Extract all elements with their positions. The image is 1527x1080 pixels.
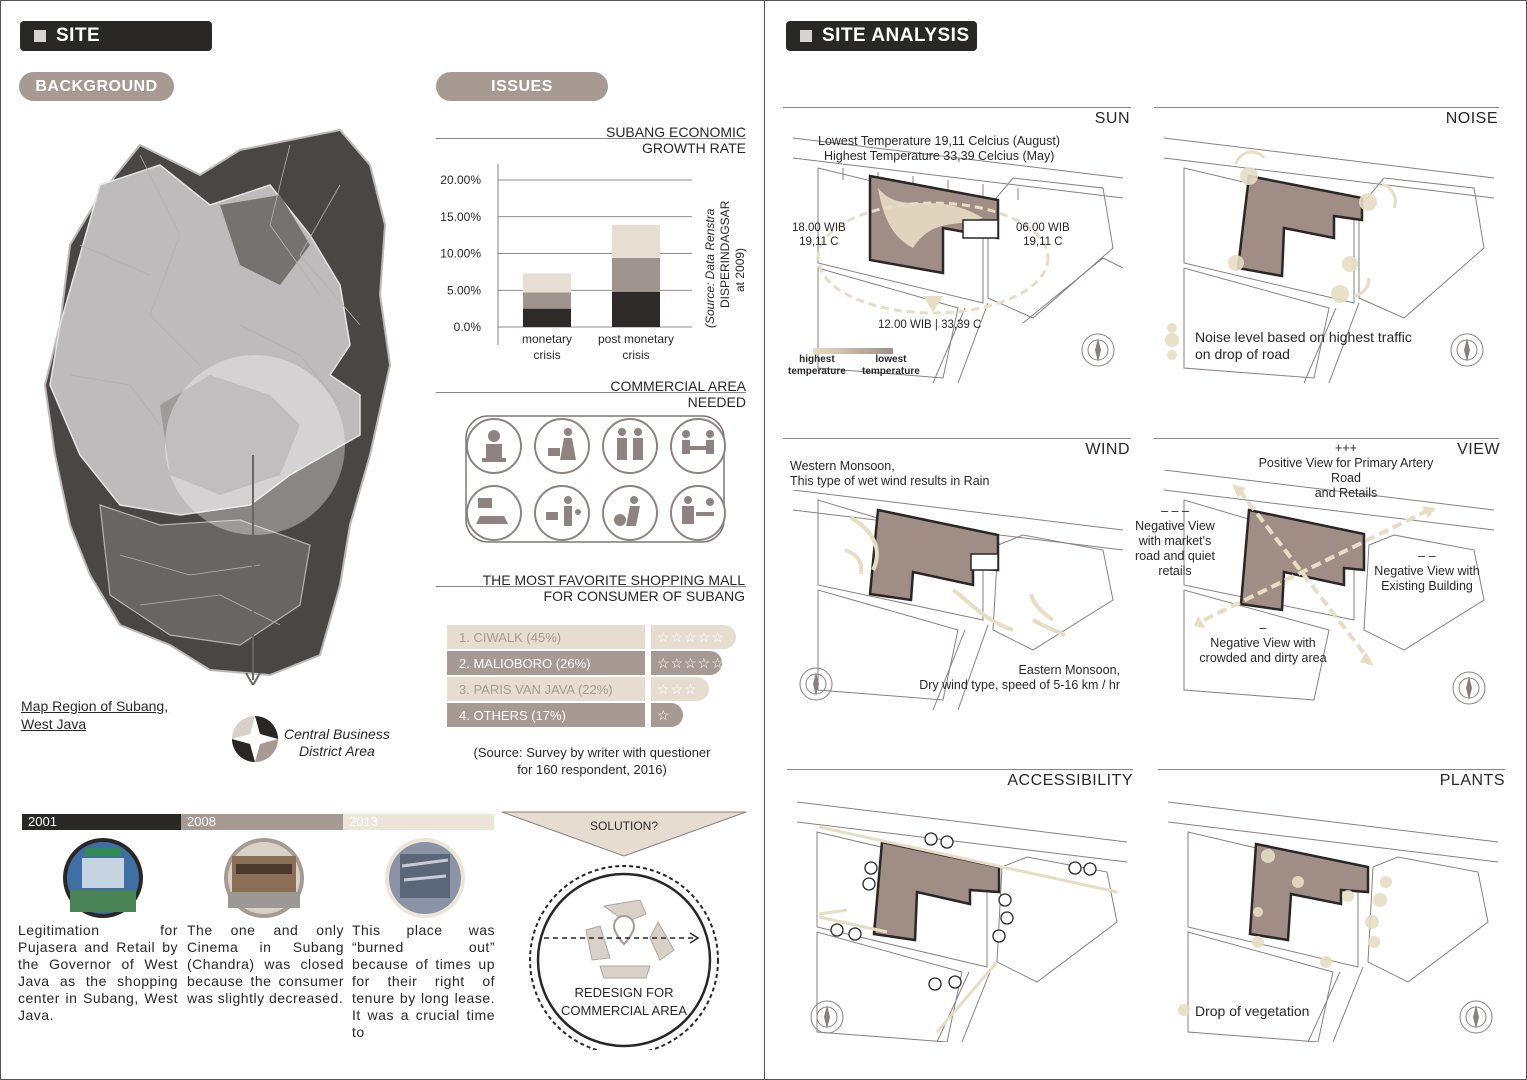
commercial-title-line2: NEEDED xyxy=(687,394,746,410)
view-neg-right-line1: Negative View with xyxy=(1374,564,1480,578)
mall-rank-4 xyxy=(447,703,645,727)
plants-note: Drop of vegetation xyxy=(1195,1003,1310,1019)
year-2013: 2013 xyxy=(349,814,378,829)
sun-temp xyxy=(818,134,1108,164)
commercial-icons xyxy=(464,414,726,544)
source-line2: DISPERINDAGSAR xyxy=(718,200,732,308)
mall-title xyxy=(420,572,745,604)
y-tick-label: 0.0% xyxy=(453,320,481,334)
solution-graphic xyxy=(500,810,750,1050)
sun-diagram xyxy=(783,128,1133,383)
view-rule xyxy=(1154,438,1499,439)
year-2001: 2001 xyxy=(28,814,57,829)
view-neg-right xyxy=(1362,549,1492,594)
view-neg-left-line3: road and quiet xyxy=(1135,549,1215,563)
sun-temp-low: Lowest Temperature 19,11 Celcius (August) xyxy=(818,134,1061,148)
y-tick-label: 15.00% xyxy=(440,209,481,224)
survey-source xyxy=(446,744,738,778)
cbd-aperture-icon xyxy=(230,714,280,764)
mall-rank-1-stars xyxy=(651,625,736,649)
timeline-bar-2013 xyxy=(343,814,494,830)
mall-rank-4-label: 4. OTHERS (17%) xyxy=(459,707,566,723)
x-tick-label: crisis xyxy=(533,348,561,362)
timeline-text-2001: Legitimation for Pujasera and Retail by the Governor of West Java as the shopping center in Subang, West Java. xyxy=(18,922,178,1023)
sun-east xyxy=(1016,221,1070,249)
mall-rank-2-stars-text: ☆☆☆☆☆ xyxy=(657,654,725,671)
sun-west-temp: 19,11 C xyxy=(799,236,839,248)
sun-noon: 12.00 WIB | 33,39 C xyxy=(878,319,982,331)
timeline-bar-2001 xyxy=(22,814,181,830)
wind-east-line1: Eastern Monsoon, xyxy=(1018,663,1120,677)
wind-east xyxy=(880,663,1120,693)
mall-title-line2: FOR CONSUMER OF SUBANG xyxy=(543,588,745,604)
view-neg-right-mark: – – xyxy=(1418,549,1436,563)
growth-source-vertical xyxy=(696,180,752,330)
header-square-icon-2 xyxy=(800,30,812,42)
timeline-bar-2008 xyxy=(181,814,343,830)
view-neg-bottom-line2: crowded and dirty area xyxy=(1199,651,1327,665)
wind-west-line1: Western Monsoon, xyxy=(790,459,895,473)
mall-rank-3-stars xyxy=(651,677,709,701)
mall-rank-3-label: 3. PARIS VAN JAVA (22%) xyxy=(459,681,613,697)
view-neg-left-line1: Negative View xyxy=(1135,519,1215,533)
mall-rank-1-label: 1. CIWALK (45%) xyxy=(459,629,562,645)
sun-rule xyxy=(783,107,1131,108)
plants-rule xyxy=(1158,769,1505,770)
map-caption-line1: Map Region of Subang, xyxy=(21,698,169,714)
sun-title: SUN xyxy=(1094,110,1130,127)
view-positive-line1: Positive View for Primary Artery xyxy=(1258,456,1434,470)
survey-source-line2: for 160 respondent, 2016) xyxy=(517,762,667,777)
sun-legend-high xyxy=(788,354,846,378)
mall-rank-1-stars-text: ☆☆☆☆☆ xyxy=(657,628,725,645)
growth-title-line2: GROWTH RATE xyxy=(642,140,746,156)
compass-icon xyxy=(1453,672,1485,704)
site-analysis-header-label: SITE ANALYSIS xyxy=(822,25,970,46)
noise-note-line2: on drop of road xyxy=(1195,346,1290,362)
sun-legend-low-2: temperature xyxy=(862,366,920,377)
sun-legend-high-2: temperature xyxy=(788,366,846,377)
year-2008: 2008 xyxy=(187,814,216,829)
source-line3: at 2009) xyxy=(733,247,747,292)
y-tick-label: 10.00% xyxy=(440,246,481,261)
view-neg-left-line2: with market's xyxy=(1138,534,1212,548)
bar-segment xyxy=(612,292,660,327)
mall-rank-2-label: 2. MALIOBORO (26%) xyxy=(459,655,591,671)
cbd-caption-line1: Central Business xyxy=(284,726,390,742)
commercial-title xyxy=(500,378,746,410)
map-caption-line2: West Java xyxy=(21,716,87,732)
compass-icon xyxy=(1451,334,1483,366)
noise-rule xyxy=(1154,107,1499,108)
x-tick-label: crisis xyxy=(622,348,650,362)
cbd-caption xyxy=(284,726,390,760)
compass-icon xyxy=(811,1001,843,1033)
sun-east-time: 06.00 WIB xyxy=(1016,222,1070,234)
site-analysis-header xyxy=(786,21,977,51)
mall-rank-2 xyxy=(447,651,645,675)
bar-segment xyxy=(612,225,660,258)
view-neg-left-line4: retails xyxy=(1158,564,1192,578)
view-positive-line2: Road xyxy=(1331,471,1361,485)
view-neg-left xyxy=(1120,504,1230,579)
noise-note xyxy=(1195,329,1412,363)
view-neg-bottom-line1: Negative View with xyxy=(1210,636,1316,650)
solution-label: SOLUTION? xyxy=(589,819,659,833)
sun-legend-low xyxy=(862,354,920,378)
sun-legend-low-1: lowest xyxy=(875,354,907,365)
access-diagram xyxy=(787,792,1137,1042)
photo-2013 xyxy=(385,838,465,918)
mall-rank-3 xyxy=(447,677,645,701)
timeline-text-2013: This place was “burned out” because of times up for their right of tenure by long lease. It was a crucial time to xyxy=(352,922,495,1040)
x-tick-label: monetary xyxy=(521,332,573,346)
issues-pill: ISSUES xyxy=(436,72,608,101)
bar-segment xyxy=(523,309,571,327)
mall-rank-2-stars xyxy=(651,651,725,675)
photo-2008 xyxy=(224,838,304,918)
wind-east-line2: Dry wind type, speed of 5-16 km / hr xyxy=(919,678,1120,692)
view-title: VIEW xyxy=(1457,441,1500,458)
noise-title: NOISE xyxy=(1445,110,1498,127)
sun-west-time: 18.00 WIB xyxy=(792,222,846,234)
view-positive-mark: +++ xyxy=(1335,441,1357,455)
source-line1: (Source: Data Renstra xyxy=(703,208,717,328)
redesign-line2: COMMERCIAL AREA xyxy=(561,1003,687,1018)
compass-icon xyxy=(800,668,832,700)
bar-segment xyxy=(523,292,571,308)
plants-title: PLANTS xyxy=(1439,772,1505,789)
wind-west xyxy=(790,459,989,489)
mall-title-line1: THE MOST FAVORITE SHOPPING MALL xyxy=(482,572,745,588)
access-rule xyxy=(787,769,1133,770)
compass-icon xyxy=(1082,334,1114,366)
mall-rank-1 xyxy=(447,625,645,649)
growth-title xyxy=(500,124,746,156)
mall-rank-3-stars-text: ☆☆☆ xyxy=(657,680,698,697)
sun-west xyxy=(792,221,846,249)
sun-east-temp: 19,11 C xyxy=(1023,236,1063,248)
bar-segment xyxy=(612,258,660,292)
wind-title: WIND xyxy=(1085,441,1130,458)
wind-rule xyxy=(783,438,1131,439)
view-neg-right-line2: Existing Building xyxy=(1381,579,1473,593)
access-title: ACCESSIBILITY xyxy=(1007,772,1133,789)
view-neg-bottom xyxy=(1180,621,1346,666)
compass-icon xyxy=(1460,1001,1492,1033)
commercial-title-line1: COMMERCIAL AREA xyxy=(610,378,746,394)
site-header xyxy=(20,21,212,51)
view-neg-left-mark: – – – xyxy=(1161,504,1189,518)
survey-source-line1: (Source: Survey by writer with questioner xyxy=(473,745,711,760)
timeline-text-2008: The one and only Cinema in Subang (Chandra) was closed because the consumer was slightly decreased. xyxy=(187,922,344,1006)
mall-rank-4-stars xyxy=(651,703,683,727)
map-caption xyxy=(21,697,168,733)
wind-west-line2: This type of wet wind results in Rain xyxy=(790,474,990,488)
view-neg-bottom-mark: – xyxy=(1259,621,1267,635)
sun-temp-high: Highest Temperature 33,39 Celcius (May) xyxy=(824,149,1055,163)
site-header-label: SITE xyxy=(56,25,101,46)
header-square-icon xyxy=(34,30,46,42)
y-tick-label: 5.00% xyxy=(446,283,481,298)
bar-segment xyxy=(523,273,571,292)
cbd-caption-line2: District Area xyxy=(299,743,375,759)
photo-2001 xyxy=(63,838,143,918)
noise-note-line1: Noise level based on highest traffic xyxy=(1195,329,1412,345)
subang-map xyxy=(40,125,410,685)
view-positive xyxy=(1238,441,1454,501)
x-tick-label: post monetary xyxy=(597,332,675,346)
redesign-line1: REDESIGN FOR xyxy=(574,985,674,1000)
timeline-photos xyxy=(60,836,480,922)
mall-rank-4-stars-text: ☆ xyxy=(657,706,671,723)
sun-legend-high-1: highest xyxy=(799,354,835,365)
y-tick-label: 20.00% xyxy=(440,173,481,187)
growth-title-line1: SUBANG ECONOMIC xyxy=(605,124,746,140)
background-pill: BACKGROUND xyxy=(19,72,174,101)
growth-chart xyxy=(430,160,700,370)
view-positive-line3: and Retails xyxy=(1314,486,1378,500)
